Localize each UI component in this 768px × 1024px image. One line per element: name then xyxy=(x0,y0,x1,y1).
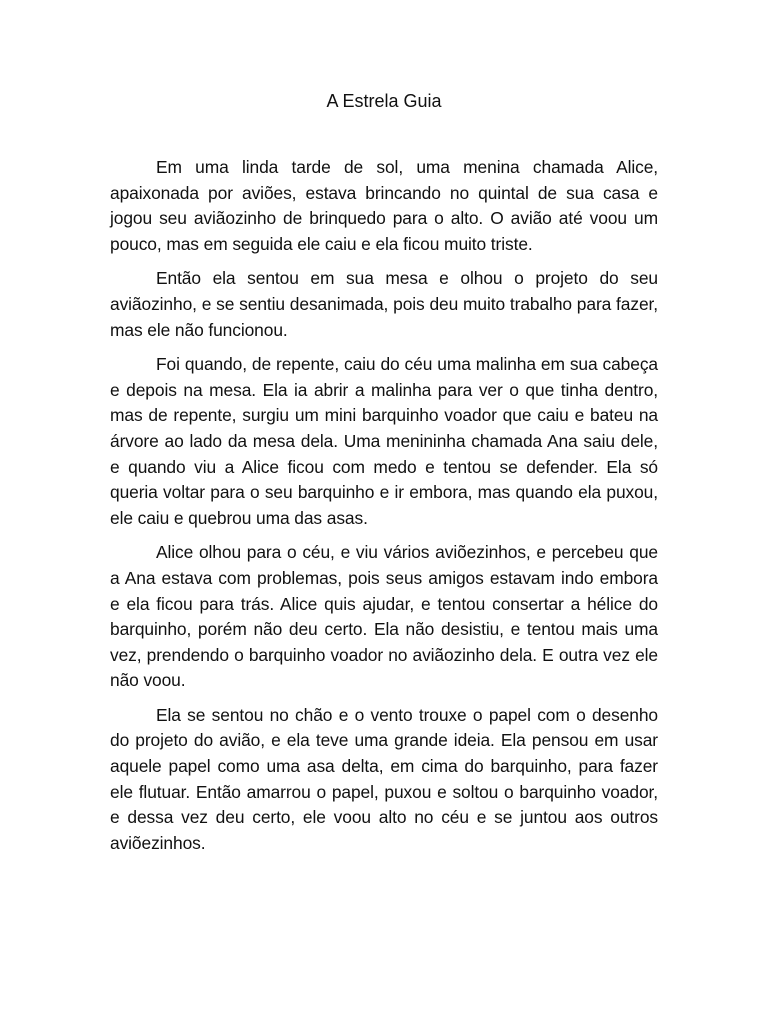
paragraph-2: Então ela sentou em sua mesa e olhou o projeto do seu aviãozinho, e se sentiu desanimada, pois deu muito trabalho para fazer, mas ele não funcionou. xyxy=(110,268,658,340)
paragraph-1: Em uma linda tarde de sol, uma menina chamada Alice, apaixonada por aviões, estava brincando no quintal de sua casa e jogou seu aviãozinho de brinquedo para o alto. O avião até voou um pouco, mas em seguida ele caiu e ela ficou muito triste. xyxy=(110,157,658,254)
document-body xyxy=(110,155,658,865)
document-title: A Estrela Guia xyxy=(326,91,442,111)
paragraph-4: Alice olhou para o céu, e viu vários aviõezinhos, e percebeu que a Ana estava com problemas, pois seus amigos estavam indo embora e ela ficou para trás. Alice quis ajudar, e tentou consertar a hélice do barquinho, porém não deu certo. Ela não desistiu, e tentou mais uma vez, prendendo o barquinho voador no aviãozinho dela. E outra vez ele não voou. xyxy=(110,542,658,691)
paragraph-5: Ela se sentou no chão e o vento trouxe o papel com o desenho do projeto do avião, e ela teve uma grande ideia. Ela pensou em usar aquele papel como uma asa delta, em cima do barquinho, para fazer ele flutuar. Então amarrou o papel, puxou e soltou o barquinho voador, e dessa vez deu certo, ele voou alto no céu e se juntou aos outros aviõezinhos. xyxy=(110,704,658,853)
paragraph-3: Foi quando, de repente, caiu do céu uma malinha em sua cabeça e depois na mesa. Ela ia abrir a malinha para ver o que tinha dentro, mas de repente, surgiu um mini barquinho voador que caiu e bateu na árvore ao lado da mesa dela. Uma menininha chamada Ana saiu dele, e quando viu a Alice ficou com medo e tentou se defender. Ela só queria voltar para o seu barquinho e ir embora, mas quando ela puxou, ele caiu e quebrou uma das asas. xyxy=(110,354,658,528)
